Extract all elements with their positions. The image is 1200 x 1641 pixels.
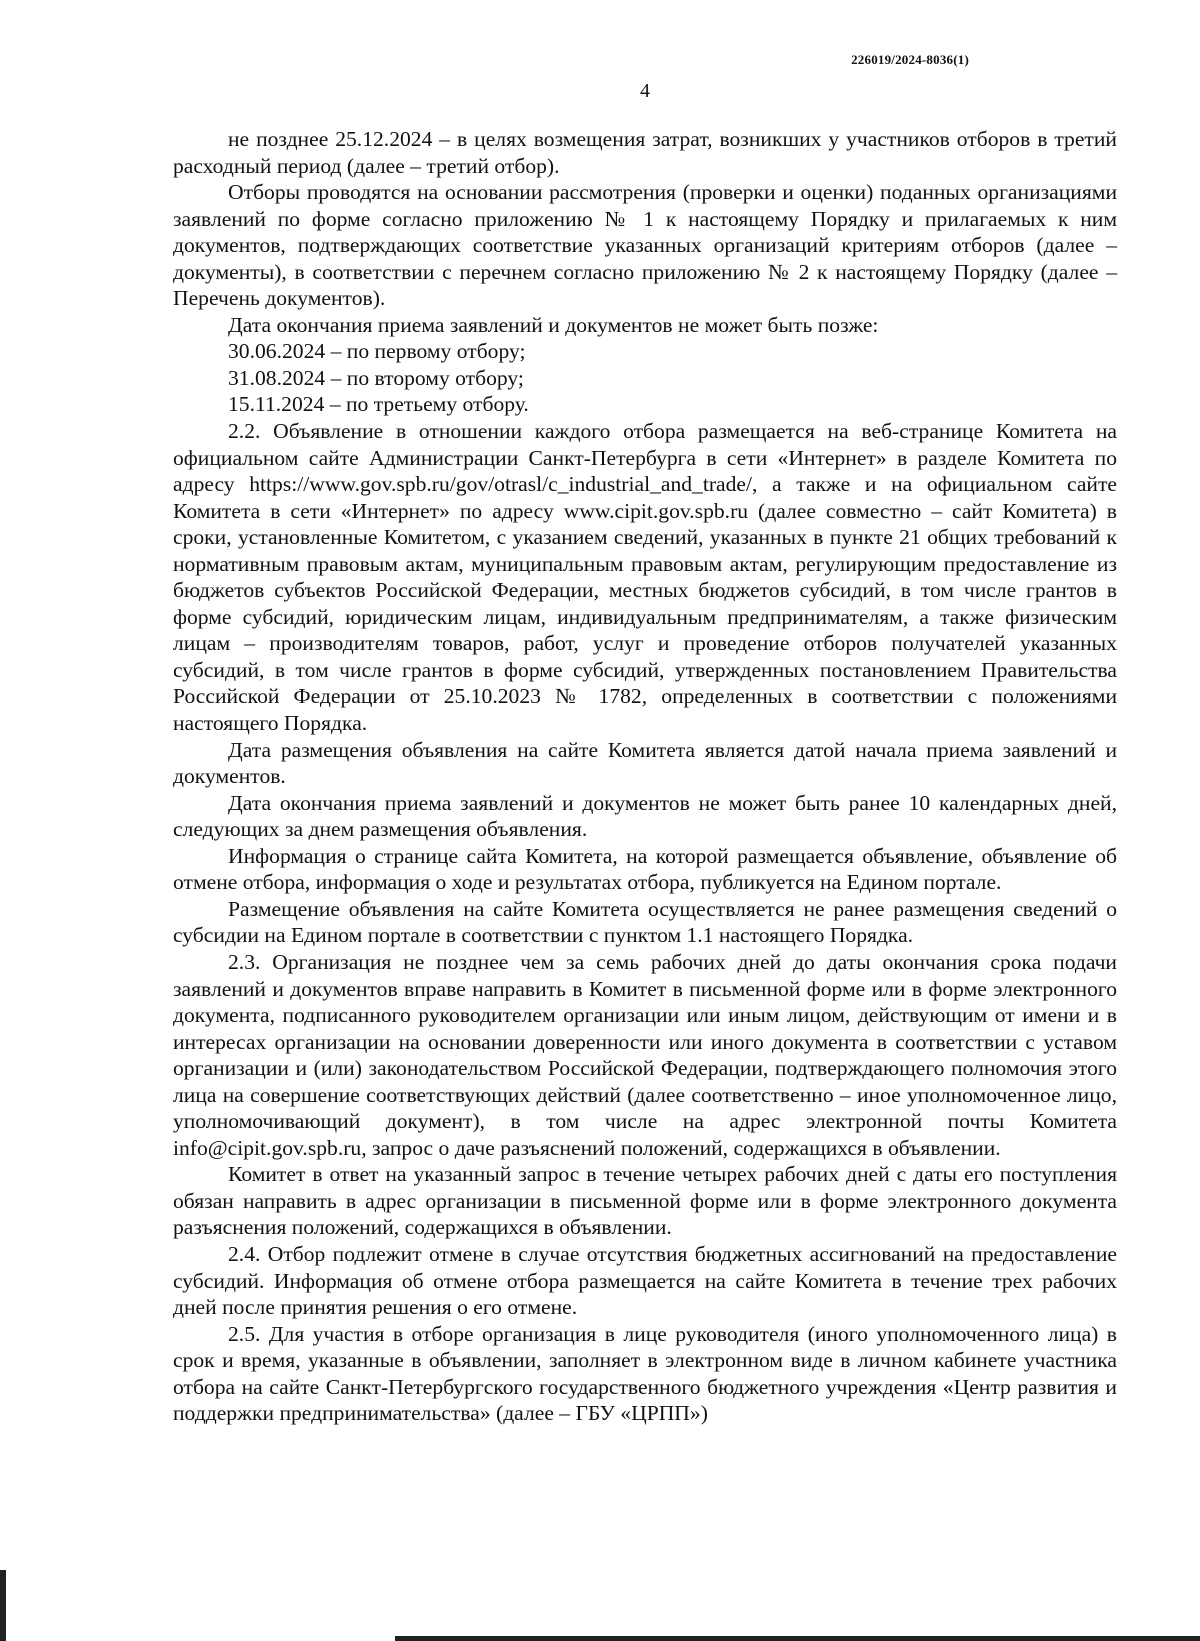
- paragraph: 15.11.2024 – по третьему отбору.: [228, 392, 529, 417]
- paragraph: 31.08.2024 – по второму отбору;: [228, 365, 524, 390]
- paragraph: 2.3. Организация не позднее чем за семь рабочих дней до даты окончания срока подачи заявлений и документов вправе направить в Комитет в письменной форме или в форме электронного документа, подписанного руководителем организации или иным лицом, действующим от имени и в интересах организации на основании доверенности или иного документа в соответствии с уставом организации и (или) законодательством Российской Федерации, подтверждающего полномочия этого лица на совершение соответствующих действий (далее соответственно – иное уполномоченное лицо, уполномочивающий документ), в том числе на адрес электронной почты Комитета info@cipit.gov.spb.ru, запрос о даче разъяснений положений, содержащихся в объявлении.: [173, 949, 1117, 1160]
- paragraph: Размещение объявления на сайте Комитета осуществляется не ранее размещения сведений о субсидии на Едином портале в соответствии с пунктом 1.1 настоящего Порядка.: [173, 896, 1117, 948]
- paragraph: Дата окончания приема заявлений и документов не может быть ранее 10 календарных дней, следующих за днем размещения объявления.: [173, 790, 1117, 842]
- paragraph: Информация о странице сайта Комитета, на которой размещается объявление, объявление об отмене отбора, информация о ходе и результатах отбора, публикуется на Едином портале.: [173, 843, 1117, 895]
- scan-edge-mark: [0, 1570, 6, 1641]
- paragraph: 2.5. Для участия в отборе организация в лице руководителя (иного уполномоченного лица) в срок и время, указанные в объявлении, заполняет в электронном виде в личном кабинете участника отбора на сайте Санкт-Петербургского государственного бюджетного учреждения «Центр развития и поддержки предпринимательства» (далее – ГБУ «ЦРПП»): [173, 1321, 1117, 1426]
- document-id: 226019/2024-8036(1): [851, 52, 969, 67]
- paragraph: Дата размещения объявления на сайте Комитета является датой начала приема заявлений и документов.: [173, 737, 1117, 789]
- document-body: [173, 126, 1117, 1427]
- paragraph: не позднее 25.12.2024 – в целях возмещения затрат, возникших у участников отборов в третий расходный период (далее – третий отбор).: [173, 127, 1117, 178]
- paragraph: 30.06.2024 – по первому отбору;: [228, 339, 526, 364]
- paragraph: 2.4. Отбор подлежит отмене в случае отсутствия бюджетных ассигнований на предоставление субсидий. Информация об отмене отбора размещается на сайте Комитета в течение трех рабочих дней после принятия решения о его отмене.: [173, 1241, 1117, 1320]
- scan-bottom-mark: [395, 1636, 1200, 1641]
- paragraph: Комитет в ответ на указанный запрос в течение четырех рабочих дней с даты его поступления обязан направить в адрес организации в письменной форме или в форме электронного документа разъяснения положений, содержащихся в объявлении.: [173, 1162, 1117, 1240]
- page-number: 4: [640, 80, 650, 102]
- paragraph: Дата окончания приема заявлений и документов не может быть позже:: [228, 312, 879, 337]
- paragraph: Отборы проводятся на основании рассмотрения (проверки и оценки) поданных организациями заявлений по форме согласно приложению № 1 к настоящему Порядку и прилагаемых к ним документов, подтверждающих соответствие указанных организаций критериям отборов (далее – документы), в соответствии с перечнем согласно приложению № 2 к настоящему Порядку (далее – Перечень документов).: [173, 180, 1117, 311]
- paragraph: 2.2. Объявление в отношении каждого отбора размещается на веб-странице Комитета на официальном сайте Администрации Санкт-Петербурга в сети «Интернет» в разделе Комитета по адресу https://www.gov.spb.ru/gov/otrasl/c_industrial_and_trade/, а также и на официальном сайте Комитета в сети «Интернет» по адресу www.cipit.gov.spb.ru (далее совместно – сайт Комитета) в сроки, установленные Комитетом, с указанием сведений, указанных в пункте 21 общих требований к нормативным правовым актам, муниципальным правовым актам, регулирующим предоставление из бюджетов субъектов Российской Федерации, местных бюджетов субсидий, в том числе грантов в форме субсидий, юридическим лицам, индивидуальным предпринимателям, а также физическим лицам – производителям товаров, работ, услуг и проведение отборов получателей указанных субсидий, в том числе грантов в форме субсидий, утвержденных постановлением Правительства Российской Федерации от 25.10.2023 № 1782, определенных в соответствии с положениями настоящего Порядка.: [173, 419, 1117, 736]
